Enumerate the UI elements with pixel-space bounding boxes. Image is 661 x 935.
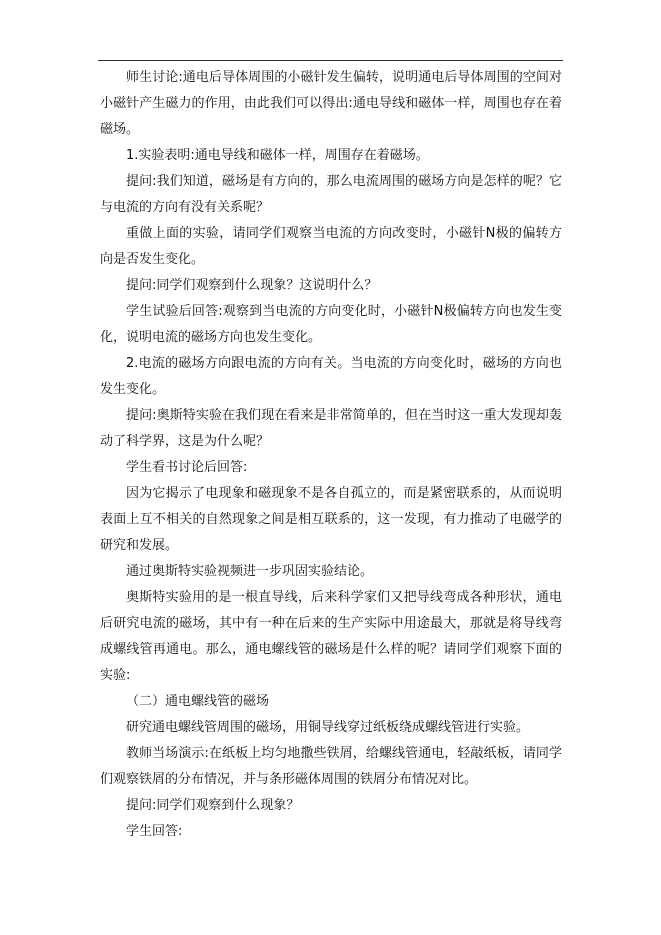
paragraph-conclusion-1: 1.实验表明:通电导线和磁体一样，周围存在着磁场。 [126, 148, 429, 163]
paragraph-student-answer: 学生试验后回答:观察到当电流的方向变化时，小磁针N极偏转方向也发生变化，说明电流的磁场方向也发生变化。 [100, 304, 562, 345]
paragraph-teacher-demo: 教师当场演示:在纸板上均匀地撒些铁屑，给螺线管通电，轻敲纸板，请同学们观察铁屑的分布情况，并与条形磁体周围的铁屑分布情况对比。 [100, 746, 562, 787]
paragraph-question-oersted: 提问:奥斯特实验在我们现在看来是非常简单的，但在当时这一重大发现却轰动了科学界，这是为什么呢？ [100, 408, 562, 449]
paragraph-student-reading: 学生看书讨论后回答: [126, 460, 248, 475]
paragraph-question-observe: 提问:同学们观察到什么现象？这说明什么？ [126, 278, 378, 293]
section-heading-solenoid: （二）通电螺线管的磁场 [126, 694, 270, 709]
header-rule [98, 60, 563, 61]
paragraph-video: 通过奥斯特实验视频进一步巩固实验结论。 [126, 564, 374, 579]
paragraph-redo-experiment: 重做上面的实验，请同学们观察当电流的方向改变时，小磁针N极的偏转方向是否发生变化。 [100, 226, 562, 267]
paragraph-solenoid-intro: 奥斯特实验用的是一根直导线，后来科学家们又把导线弯成各种形状，通电后研究电流的磁场，其中有一种在后来的生产实际中用途最大，那就是将导线弯成螺线管再通电。那么，通电螺线管的磁场是什么样的呢？请同学们观察下面的实验: [100, 590, 562, 683]
paragraph-conclusion-2: 2.电流的磁场方向跟电流的方向有关。当电流的方向变化时，磁场的方向也发生变化。 [100, 356, 562, 397]
paragraph-question-phenomenon: 提问:同学们观察到什么现象？ [126, 798, 300, 813]
paragraph-student-reply: 学生回答: [126, 824, 183, 839]
paragraph-question-direction: 提问:我们知道，磁场是有方向的，那么电流周围的磁场方向是怎样的呢？它与电流的方向有没有关系呢？ [100, 174, 562, 215]
paragraph-explanation: 因为它揭示了电现象和磁现象不是各自孤立的，而是紧密联系的，从而说明表面上互不相关的自然现象之间是相互联系的，这一发现，有力推动了电磁学的研究和发展。 [100, 486, 562, 553]
document-body [100, 65, 562, 845]
paragraph-discussion: 师生讨论:通电后导体周围的小磁针发生偏转，说明通电后导体周围的空间对小磁针产生磁力的作用，由此我们可以得出:通电导线和磁体一样，周围也存在着磁场。 [100, 70, 562, 137]
paragraph-solenoid-study: 研究通电螺线管周围的磁场，用铜导线穿过纸板绕成螺线管进行实验。 [126, 720, 530, 735]
